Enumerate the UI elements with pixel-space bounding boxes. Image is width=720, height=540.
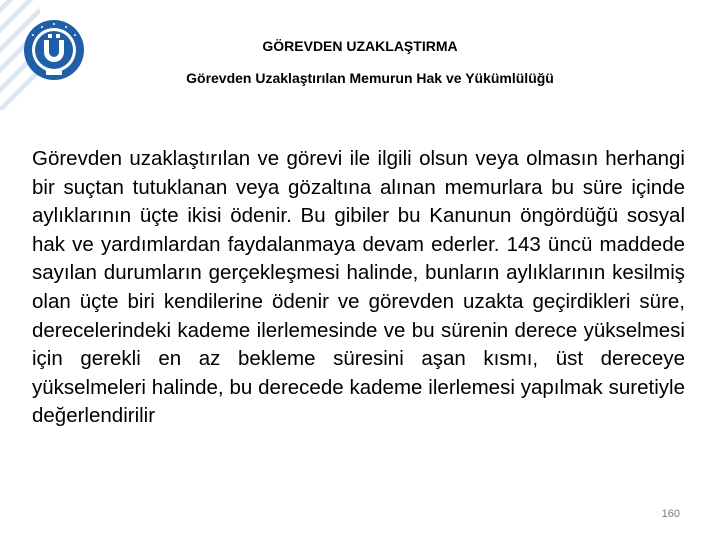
slide-title: GÖREVDEN UZAKLAŞTIRMA <box>262 38 458 54</box>
page-number: 160 <box>661 508 680 520</box>
slide-subtitle: Görevden Uzaklaştırılan Memurun Hak ve Yükümlülüğü <box>186 70 554 86</box>
body-paragraph: Görevden uzaklaştırılan ve görevi ile ilgili olsun veya olmasın herhangi bir suçtan tutuklanan veya gözaltına alınan memurlara bu süre içinde aylıklarının üçte ikisi ödenir. Bu gibiler bu Kanunun öngördüğü sosyal hak ve yardımlardan faydalanmaya devam ederler. 143 üncü maddede sayılan durumların gerçekleşmesi halinde, bunların aylıklarının kesilmiş olan üçte biri kendilerine ödenir ve görevden uzakta geçirdikleri süre, derecelerindeki kademe ilerlemesinde ve bu sürenin derece yükselmesi için gerekli en az bekleme süresini aşan kısmı, üst dereceye yükselmeleri halinde, bu derecede kademe ilerlemesi yapılmak suretiyle değerlendirilir <box>32 147 685 428</box>
